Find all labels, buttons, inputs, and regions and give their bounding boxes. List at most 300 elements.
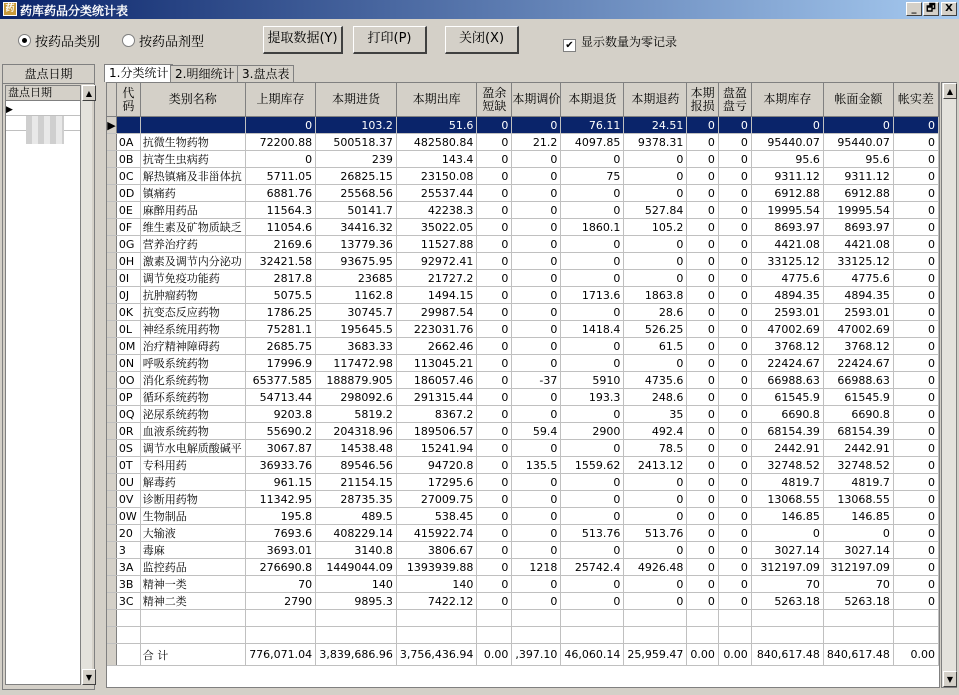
table-cell: 0 [687,117,719,134]
table-row[interactable] [107,117,939,134]
table-cell: 0 [687,389,719,406]
table-cell: 0I [116,270,140,287]
row-indicator [107,610,116,627]
table-cell: 0 [718,508,751,525]
table-cell: 0 [893,321,938,338]
table-row[interactable] [107,593,939,610]
table-cell: 95440.07 [823,134,893,151]
table-row[interactable] [107,610,939,627]
row-indicator [107,202,116,219]
table-cell: 0 [893,355,938,372]
table-cell: ,397.10 [512,644,561,666]
table-cell: 1786.25 [245,304,315,321]
table-cell: 0 [718,287,751,304]
table-cell: 0 [893,406,938,423]
table-cell [751,627,823,644]
table-cell: 0K [116,304,140,321]
table-row[interactable] [107,542,939,559]
table-cell: 0 [624,593,687,610]
table-cell: 61545.9 [823,389,893,406]
table-row[interactable] [107,151,939,168]
table-cell: 143.4 [396,151,476,168]
table-cell: 527.84 [624,202,687,219]
column-header[interactable]: 本期调价 [512,83,561,117]
table-cell: 0 [823,525,893,542]
table-cell: 0 [687,304,719,321]
table-cell: 0 [687,576,719,593]
table-cell: 0Q [116,406,140,423]
table-cell: 19995.54 [751,202,823,219]
table-row[interactable] [107,406,939,423]
tab-inventory-table[interactable]: 3.盘点表 [237,65,294,82]
table-cell: 0 [687,491,719,508]
row-indicator [107,440,116,457]
table-cell: 28.6 [624,304,687,321]
table-cell: 0 [893,253,938,270]
table-cell: 32748.52 [751,457,823,474]
table-cell: 8367.2 [396,406,476,423]
table-row[interactable] [107,491,939,508]
blurred-date-values [26,116,64,144]
table-cell: 93675.95 [316,253,397,270]
table-cell: 840,617.48 [823,644,893,666]
column-header[interactable]: 盘盈盘亏 [718,83,751,117]
table-cell [718,610,751,627]
table-cell: 22424.67 [751,355,823,372]
grid-scrollbar[interactable] [941,82,957,688]
table-cell: 0 [718,559,751,576]
table-cell: 0 [893,457,938,474]
table-cell: 140 [316,576,397,593]
table-cell: 0 [477,457,512,474]
table-cell [245,627,315,644]
table-cell: 0 [477,270,512,287]
close-window-button[interactable]: X [941,2,957,16]
column-header[interactable]: 本期库存 [751,83,823,117]
table-cell [687,610,719,627]
table-row[interactable] [107,253,939,270]
table-cell: 17295.6 [396,474,476,491]
table-cell: 526.25 [624,321,687,338]
table-cell: 3683.33 [316,338,397,355]
table-cell: 监控药品 [140,559,245,576]
table-cell: 4097.85 [561,134,624,151]
stats-table [107,83,939,666]
table-cell: 精神一类 [140,576,245,593]
table-row[interactable] [107,474,939,491]
table-cell: 0 [687,542,719,559]
table-cell: 0 [477,593,512,610]
table-cell: 0 [718,593,751,610]
print-button[interactable]: 打印(P) [353,26,427,54]
table-cell: 0 [893,423,938,440]
table-cell: 140 [396,576,476,593]
table-row[interactable] [107,423,939,440]
table-row[interactable] [107,304,939,321]
table-cell: 5075.5 [245,287,315,304]
table-cell: 0 [477,287,512,304]
table-cell [140,610,245,627]
row-indicator [107,372,116,389]
column-header[interactable]: 本期退药 [624,83,687,117]
table-row[interactable] [107,287,939,304]
table-cell: 1418.4 [561,321,624,338]
table-cell: 生物制品 [140,508,245,525]
table-cell [316,627,397,644]
table-cell: 0 [718,321,751,338]
fetch-data-button[interactable]: 提取数据(Y) [263,26,343,54]
table-cell [718,627,751,644]
table-cell: 7422.12 [396,593,476,610]
table-cell: 500518.37 [316,134,397,151]
scroll-down-icon[interactable]: ▼ [943,671,957,687]
table-cell: 0 [561,542,624,559]
table-cell: 0 [718,168,751,185]
table-row[interactable] [107,559,939,576]
totals-row[interactable] [107,644,939,666]
table-cell: 3140.8 [316,542,397,559]
table-cell: 0 [718,406,751,423]
table-cell: 0 [718,440,751,457]
table-cell: 0 [512,321,561,338]
table-cell: 6912.88 [751,185,823,202]
table-cell: 精神二类 [140,593,245,610]
table-cell: 2685.75 [245,338,315,355]
table-cell: 0 [718,117,751,134]
table-cell: 0 [718,134,751,151]
tab-category-stats[interactable]: 1.分类统计 [104,64,173,82]
table-cell: 0 [624,508,687,525]
table-cell: 0A [116,134,140,151]
table-cell: 0 [477,372,512,389]
left-scrollbar[interactable] [80,85,92,685]
table-cell [140,117,245,134]
table-cell: 482580.84 [396,134,476,151]
table-cell: 0 [512,491,561,508]
table-row[interactable] [107,270,939,287]
table-cell: -37 [512,372,561,389]
table-cell: 0 [477,219,512,236]
table-cell: 2169.6 [245,236,315,253]
table-cell: 0 [893,117,938,134]
table-cell: 36933.76 [245,457,315,474]
close-button[interactable]: 关闭(X) [445,26,519,54]
left-panel-header: 盘点日期 [3,65,94,84]
table-cell: 调节水电解质酸碱平 [140,440,245,457]
table-row[interactable] [107,134,939,151]
table-cell: 3,756,436.94 [396,644,476,666]
table-row[interactable] [107,440,939,457]
table-cell: 0 [718,525,751,542]
table-cell: 21154.15 [316,474,397,491]
radio-dot-selected [18,34,31,47]
table-cell: 0 [477,491,512,508]
table-cell: 24.51 [624,117,687,134]
radio-category-label: 按药品类别 [35,35,101,50]
table-cell: 0E [116,202,140,219]
table-cell: 47002.69 [751,321,823,338]
table-row[interactable] [107,236,939,253]
table-cell: 223031.76 [396,321,476,338]
table-cell: 146.85 [823,508,893,525]
table-cell: 11342.95 [245,491,315,508]
table-cell: 13779.36 [316,236,397,253]
date-list-header: 盘点日期 [6,86,81,101]
table-row[interactable] [107,525,939,542]
table-row[interactable] [107,372,939,389]
scroll-down-icon[interactable]: ▼ [82,669,96,685]
row-indicator [107,219,116,236]
table-cell: 8693.97 [751,219,823,236]
table-cell: 0.00 [718,644,751,666]
table-cell: 103.2 [316,117,397,134]
table-cell: 3B [116,576,140,593]
table-cell: 0 [624,185,687,202]
table-row[interactable] [107,389,939,406]
table-cell: 0O [116,372,140,389]
table-cell: 61545.9 [751,389,823,406]
table-cell: 1863.8 [624,287,687,304]
table-cell: 34416.32 [316,219,397,236]
table-row[interactable] [107,355,939,372]
table-cell: 776,071.04 [245,644,315,666]
table-cell: 0 [561,270,624,287]
table-cell: 6881.76 [245,185,315,202]
table-cell: 4421.08 [751,236,823,253]
table-cell: 4819.7 [751,474,823,491]
table-cell: 105.2 [624,219,687,236]
table-cell: 0 [561,304,624,321]
table-row[interactable] [107,508,939,525]
table-cell: 840,617.48 [751,644,823,666]
column-header[interactable]: 代码 [116,83,140,117]
table-cell: 0 [624,491,687,508]
table-cell: 0 [477,406,512,423]
table-cell: 0 [624,168,687,185]
column-header[interactable]: 本期进货 [316,83,397,117]
table-cell: 298092.6 [316,389,397,406]
table-cell: 75 [561,168,624,185]
table-cell: 19995.54 [823,202,893,219]
window-titlebar [0,0,959,19]
table-cell: 0 [893,559,938,576]
table-cell: 20 [116,525,140,542]
table-cell: 0 [512,151,561,168]
table-cell: 59.4 [512,423,561,440]
table-cell: 78.5 [624,440,687,457]
table-cell [823,627,893,644]
tab-detail-stats[interactable]: 2.明细统计 [170,65,239,82]
table-cell: 解热镇痛及非甾体抗 [140,168,245,185]
date-list[interactable] [5,85,82,685]
table-cell: 2442.91 [751,440,823,457]
table-cell: 6690.8 [823,406,893,423]
table-cell: 0 [687,270,719,287]
table-cell: 961.15 [245,474,315,491]
table-cell: 0 [687,134,719,151]
table-cell: 0 [893,338,938,355]
table-cell: 激素及调节内分泌功 [140,253,245,270]
table-cell: 0 [512,593,561,610]
table-cell: 492.4 [624,423,687,440]
table-cell [893,610,938,627]
stats-grid[interactable] [106,82,940,688]
table-cell: 75281.1 [245,321,315,338]
table-cell: 1162.8 [316,287,397,304]
table-row[interactable] [107,457,939,474]
table-row[interactable] [107,219,939,236]
row-indicator [107,151,116,168]
table-row[interactable] [107,185,939,202]
table-cell [116,117,140,134]
table-cell: 3C [116,593,140,610]
table-cell: 70 [823,576,893,593]
table-cell: 22424.67 [823,355,893,372]
table-row[interactable] [107,576,939,593]
table-cell: 9378.31 [624,134,687,151]
table-cell: 0 [477,321,512,338]
table-cell: 0 [624,270,687,287]
table-cell: 0 [512,270,561,287]
column-header[interactable]: 本期退货 [561,83,624,117]
table-cell: 3 [116,542,140,559]
table-cell: 146.85 [751,508,823,525]
table-cell: 3693.01 [245,542,315,559]
table-cell: 68154.39 [823,423,893,440]
table-cell: 65377.585 [245,372,315,389]
table-cell [116,627,140,644]
scroll-up-icon[interactable]: ▲ [943,83,957,99]
table-cell: 9895.3 [316,593,397,610]
table-cell: 51.6 [396,117,476,134]
table-cell: 0 [893,474,938,491]
table-cell [893,627,938,644]
table-cell: 204318.96 [316,423,397,440]
table-cell: 21.2 [512,134,561,151]
table-cell: 0 [561,474,624,491]
table-cell: 92972.41 [396,253,476,270]
column-header[interactable]: 帐实差 [893,83,938,117]
table-cell: 5910 [561,372,624,389]
table-cell: 0 [687,372,719,389]
table-cell: 0 [477,253,512,270]
column-header[interactable]: 本期出库 [396,83,476,117]
column-header[interactable]: 本期报损 [687,83,719,117]
table-cell: 0L [116,321,140,338]
table-cell: 1860.1 [561,219,624,236]
minimize-button[interactable]: _ [906,2,922,16]
scroll-up-icon[interactable]: ▲ [82,85,96,101]
table-cell: 11527.88 [396,236,476,253]
table-cell: 营养治疗药 [140,236,245,253]
table-cell [396,627,476,644]
show-zero-checkbox[interactable] [563,33,677,52]
table-cell: 1559.62 [561,457,624,474]
table-cell: 1494.15 [396,287,476,304]
table-cell: 0 [718,491,751,508]
table-cell: 291315.44 [396,389,476,406]
table-cell: 95440.07 [751,134,823,151]
table-cell: 1218 [512,559,561,576]
table-cell: 28735.35 [316,491,397,508]
table-cell: 3A [116,559,140,576]
table-cell: 0S [116,440,140,457]
table-cell: 25,959.47 [624,644,687,666]
table-cell: 408229.14 [316,525,397,542]
table-row[interactable] [107,202,939,219]
table-cell: 0 [477,338,512,355]
table-row[interactable] [107,627,939,644]
table-cell: 0 [687,474,719,491]
table-cell: 2442.91 [823,440,893,457]
table-cell: 0 [718,151,751,168]
table-cell: 0F [116,219,140,236]
table-cell: 0 [561,253,624,270]
table-cell: 0 [477,185,512,202]
table-cell: 合 计 [140,644,245,666]
list-item[interactable]: ▶ [6,101,81,116]
column-header[interactable]: 盈余短缺 [477,83,512,117]
table-cell: 抗肿瘤药物 [140,287,245,304]
table-cell: 0 [561,508,624,525]
table-row[interactable] [107,168,939,185]
table-cell: 248.6 [624,389,687,406]
column-header[interactable]: 类别名称 [140,83,245,117]
table-cell: 13068.55 [823,491,893,508]
table-cell: 70 [245,576,315,593]
table-cell: 0 [245,117,315,134]
table-cell: 0 [561,355,624,372]
table-cell: 11564.3 [245,202,315,219]
table-cell: 0 [477,151,512,168]
table-cell: 0D [116,185,140,202]
row-indicator [107,576,116,593]
table-cell: 89546.56 [316,457,397,474]
column-header[interactable]: 帐面金额 [823,83,893,117]
table-cell [624,627,687,644]
column-header[interactable]: 上期库存 [245,83,315,117]
table-cell: 189506.57 [396,423,476,440]
table-cell: 0 [687,525,719,542]
table-row[interactable] [107,338,939,355]
table-cell: 0 [718,576,751,593]
table-cell: 0 [751,525,823,542]
restore-button[interactable]: 🗗 [923,2,939,16]
table-cell: 0 [477,440,512,457]
row-indicator [107,525,116,542]
table-cell [823,610,893,627]
table-cell: 1713.6 [561,287,624,304]
table-cell: 0 [718,423,751,440]
table-cell: 5711.05 [245,168,315,185]
table-cell: 0 [512,117,561,134]
table-cell: 0 [624,542,687,559]
table-cell: 0 [718,457,751,474]
radio-by-category[interactable] [18,31,100,50]
left-panel [2,64,95,690]
table-cell: 0 [561,406,624,423]
table-cell: 0 [687,253,719,270]
table-cell: 0 [687,185,719,202]
radio-by-dosage[interactable] [122,31,204,50]
table-cell: 0 [512,576,561,593]
table-cell: 0N [116,355,140,372]
table-cell [512,627,561,644]
table-cell: 5263.18 [823,593,893,610]
table-row[interactable] [107,321,939,338]
table-cell: 0W [116,508,140,525]
row-indicator [107,508,116,525]
